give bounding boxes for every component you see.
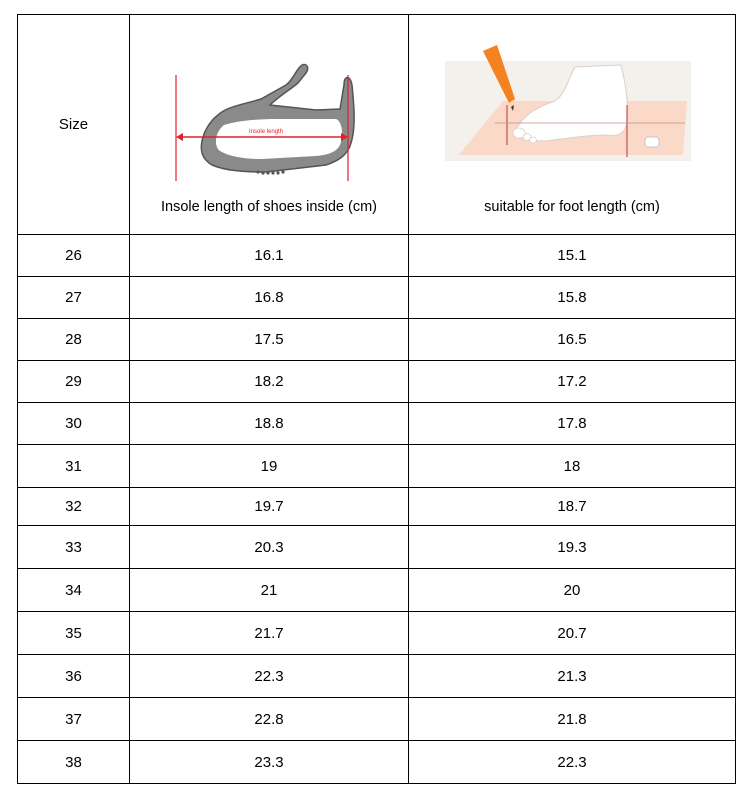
size-chart-table [17, 14, 736, 784]
measure-arrow-left-head [176, 133, 183, 141]
insole-length-cell: 22.3 [130, 655, 409, 698]
table-row [18, 361, 736, 403]
foot-header-caption: suitable for foot length (cm) [484, 199, 660, 215]
foot-length-cell: 21.3 [409, 655, 736, 698]
table-row [18, 698, 736, 741]
insole-length-cell: 18.8 [130, 403, 409, 445]
foot-length-cell: 18 [409, 445, 736, 488]
table-row [18, 612, 736, 655]
table-row [18, 319, 736, 361]
size-cell: 36 [18, 655, 130, 698]
table-row [18, 655, 736, 698]
table-row [18, 488, 736, 526]
foot-length-cell: 20 [409, 569, 736, 612]
foot-length-cell: 17.8 [409, 403, 736, 445]
size-cell: 34 [18, 569, 130, 612]
foot-length-cell: 18.7 [409, 488, 736, 526]
insole-length-cell: 18.2 [130, 361, 409, 403]
size-header-cell [18, 15, 130, 235]
foot-length-cell: 19.3 [409, 526, 736, 569]
insole-length-cell: 20.3 [130, 526, 409, 569]
table-row [18, 526, 736, 569]
size-cell: 28 [18, 319, 130, 361]
foot-header-cell [409, 15, 736, 235]
table-row [18, 235, 736, 277]
table-row [18, 445, 736, 488]
table-row [18, 569, 736, 612]
insole-length-cell: 21.7 [130, 612, 409, 655]
insole-length-cell: 19.7 [130, 488, 409, 526]
insole-length-cell: 23.3 [130, 741, 409, 784]
size-cell: 26 [18, 235, 130, 277]
shoe-insole-diagram [166, 55, 366, 187]
size-cell: 32 [18, 488, 130, 526]
size-cell: 35 [18, 612, 130, 655]
insole-length-cell: 17.5 [130, 319, 409, 361]
insole-header-caption: Insole length of shoes inside (cm) [161, 199, 377, 215]
size-cell: 33 [18, 526, 130, 569]
foot-length-cell: 22.3 [409, 741, 736, 784]
insole-length-cell: 16.1 [130, 235, 409, 277]
foot-length-cell: 16.5 [409, 319, 736, 361]
insole-figure-label: Insole length [248, 129, 284, 135]
foot-length-cell: 21.8 [409, 698, 736, 741]
insole-length-cell: 21 [130, 569, 409, 612]
table-row [18, 741, 736, 784]
insole-length-cell: 19 [130, 445, 409, 488]
insole-length-cell: 22.8 [130, 698, 409, 741]
header-row [18, 15, 736, 235]
shoe-insole-area [216, 119, 342, 159]
foot-length-cell: 20.7 [409, 612, 736, 655]
table-row [18, 277, 736, 319]
size-cell: 38 [18, 741, 130, 784]
size-cell: 30 [18, 403, 130, 445]
size-cell: 31 [18, 445, 130, 488]
size-cell: 29 [18, 361, 130, 403]
ruler-mark-icon [645, 137, 659, 147]
insole-length-cell: 16.8 [130, 277, 409, 319]
foot-length-cell: 15.1 [409, 235, 736, 277]
foot-length-cell: 17.2 [409, 361, 736, 403]
size-cell: 27 [18, 277, 130, 319]
size-cell: 37 [18, 698, 130, 741]
foot-measure-diagram [445, 45, 695, 163]
insole-header-cell [130, 15, 409, 235]
table-row [18, 403, 736, 445]
foot-length-cell: 15.8 [409, 277, 736, 319]
size-header-label: Size [58, 116, 89, 133]
